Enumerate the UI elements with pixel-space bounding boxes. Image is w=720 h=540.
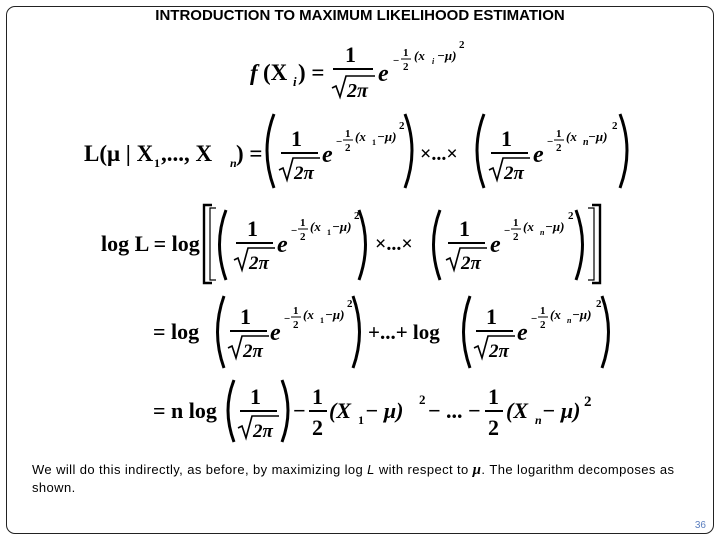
eq5-term1-sub: 1	[358, 413, 364, 427]
eq4-e2-hn: 1	[540, 305, 546, 317]
eq4-e2-close: −μ)	[572, 307, 592, 322]
eq4-f2-sqrt: 2π	[489, 341, 509, 362]
eq5-f-sqrt: 2π	[253, 421, 273, 442]
eq1-exp-minus: −	[393, 55, 400, 67]
eq1-exp-close: −μ)	[437, 48, 457, 63]
eq5-termn-close: − μ)	[542, 398, 581, 423]
eq4-e1-sub: 1	[320, 316, 324, 325]
eq4-f1-num: 1	[240, 304, 251, 329]
eq2-e2-minus: −	[547, 136, 554, 148]
eq3-e2-hd: 2	[513, 231, 519, 243]
equation-log-likelihood	[101, 205, 600, 283]
eq1-exp-sq: 2	[459, 39, 465, 51]
eq2-f2-sqrt: 2π	[504, 163, 524, 184]
eq2-e1-sq: 2	[399, 120, 405, 132]
eq4-e2-body: (x	[550, 307, 561, 322]
eq3-e2: e	[490, 232, 501, 258]
eq5-term1-close: − μ)	[365, 398, 404, 423]
equation-expanded	[153, 380, 592, 442]
eq3-f2-sqrt: 2π	[461, 253, 481, 274]
equation-density	[250, 39, 465, 102]
eq5-lhs-eq: = n log	[153, 398, 217, 423]
eq2-e2-sub: n	[583, 137, 589, 148]
eq3-e1-body: (x	[310, 219, 321, 234]
eq5-sq2: 2	[584, 394, 592, 410]
eq3-lhs: log L = log	[101, 231, 200, 256]
eq3-f1-sqrt: 2π	[249, 253, 269, 274]
eq1-sqrt: 2π	[347, 80, 368, 102]
explanation-text	[32, 461, 692, 497]
eq2-dots: ×...×	[420, 143, 458, 165]
eq2-lhs-subn: n	[230, 156, 237, 170]
slide-title: INTRODUCTION TO MAXIMUM LIKELIHOOD ESTIMATION	[155, 7, 565, 24]
eq2-lhs: L(μ | X	[84, 141, 154, 166]
eq4-f2-num: 1	[486, 304, 497, 329]
eq2-lhs-sub1: 1	[154, 156, 160, 170]
note-part1: We will do this indirectly, as before, by maximizing log	[32, 462, 368, 477]
eq2-e1-close: −μ)	[377, 129, 397, 144]
page-number: 36	[694, 520, 706, 531]
eq4-e1-close: −μ)	[325, 307, 345, 322]
eq1-exp-half-den: 2	[403, 61, 409, 73]
eq2-e2-close: −μ)	[588, 129, 608, 144]
eq2-e1-hd: 2	[345, 142, 351, 154]
note-part3: . The logarithm decomposes as shown.	[32, 462, 675, 495]
eq1-sub: i	[293, 74, 297, 89]
eq3-e1-close: −μ)	[332, 219, 352, 234]
eq4-e2-sq: 2	[596, 298, 602, 310]
eq1-args: (X	[263, 60, 288, 85]
eq3-e1-sub: 1	[327, 228, 331, 237]
equation-likelihood	[84, 114, 627, 188]
eq3-e1-hd: 2	[300, 231, 306, 243]
eq4-e2-minus: −	[531, 313, 538, 325]
eq2-e2-hn: 1	[556, 128, 562, 140]
eq5-termn: (X	[506, 398, 528, 423]
eq5-minus1: −	[293, 398, 306, 423]
eq3-f1-num: 1	[247, 216, 258, 241]
eq2-e2: e	[533, 142, 544, 168]
eq3-e2-minus: −	[504, 225, 511, 237]
eq4-lhs: = log	[153, 319, 200, 344]
eq3-e2-sq: 2	[568, 210, 574, 222]
note-var-L: L	[367, 462, 375, 477]
eq3-e1: e	[277, 232, 288, 258]
note-mu: μ	[472, 462, 482, 478]
eq3-e2-body: (x	[523, 219, 534, 234]
eq5-half1-den: 2	[312, 415, 323, 440]
eq4-e2-sub: n	[567, 316, 572, 325]
eq3-e1-hn: 1	[300, 217, 306, 229]
eq5-term1: (X	[329, 398, 351, 423]
eq4-e1-minus: −	[284, 313, 291, 325]
eq2-e2-sq: 2	[612, 120, 618, 132]
eq1-f: f	[250, 60, 258, 85]
eq3-dots: ×...×	[375, 233, 413, 255]
equation-sum-of-logs	[153, 296, 609, 368]
eq2-e1: e	[322, 142, 333, 168]
eq1-close: ) =	[298, 60, 325, 85]
eq4-e2: e	[517, 320, 528, 346]
eq4-e1: e	[270, 320, 281, 346]
eq4-e1-hn: 1	[293, 305, 299, 317]
eq3-f2-num: 1	[459, 216, 470, 241]
eq2-f2-num: 1	[501, 126, 512, 151]
eq1-frac-num: 1	[345, 42, 356, 67]
eq3-e1-minus: −	[291, 225, 298, 237]
eq5-termn-sub: n	[535, 413, 542, 427]
eq3-e2-close: −μ)	[545, 219, 565, 234]
eq4-e1-hd: 2	[293, 319, 299, 331]
eq5-mid: − ... −	[428, 398, 481, 423]
eq2-lhs-mid: ,..., X	[161, 141, 213, 166]
eq1-exp-half-num: 1	[403, 47, 409, 59]
eq2-e1-hn: 1	[345, 128, 351, 140]
eq4-e1-sq: 2	[347, 298, 353, 310]
eq4-e1-body: (x	[303, 307, 314, 322]
eq1-exp-sub: i	[432, 57, 435, 66]
eq2-e2-hd: 2	[556, 142, 562, 154]
eq2-e1-minus: −	[336, 136, 343, 148]
eq4-e2-hd: 2	[540, 319, 546, 331]
eq2-e2-body: (x	[566, 129, 577, 144]
note-part2: with respect to	[374, 462, 473, 477]
eq5-half2-num: 1	[488, 384, 499, 409]
eq2-lhs-close: ) =	[236, 141, 263, 166]
eq4-f1-sqrt: 2π	[243, 341, 263, 362]
eq5-half1-num: 1	[312, 384, 323, 409]
eq1-exp-body: (x	[414, 48, 425, 63]
eq4-plus: +...+ log	[368, 320, 440, 344]
eq5-sq1: 2	[419, 392, 426, 407]
eq5-f-num: 1	[250, 384, 261, 409]
eq2-e1-sub: 1	[372, 138, 376, 147]
eq2-e1-body: (x	[355, 129, 366, 144]
eq3-e2-sub: n	[540, 228, 545, 237]
eq2-f1-sqrt: 2π	[294, 163, 314, 184]
eq3-e1-sq: 2	[354, 210, 360, 222]
eq2-f1-num: 1	[291, 126, 302, 151]
eq5-half2-den: 2	[488, 415, 499, 440]
eq3-e2-hn: 1	[513, 217, 519, 229]
eq1-e: e	[378, 61, 389, 87]
